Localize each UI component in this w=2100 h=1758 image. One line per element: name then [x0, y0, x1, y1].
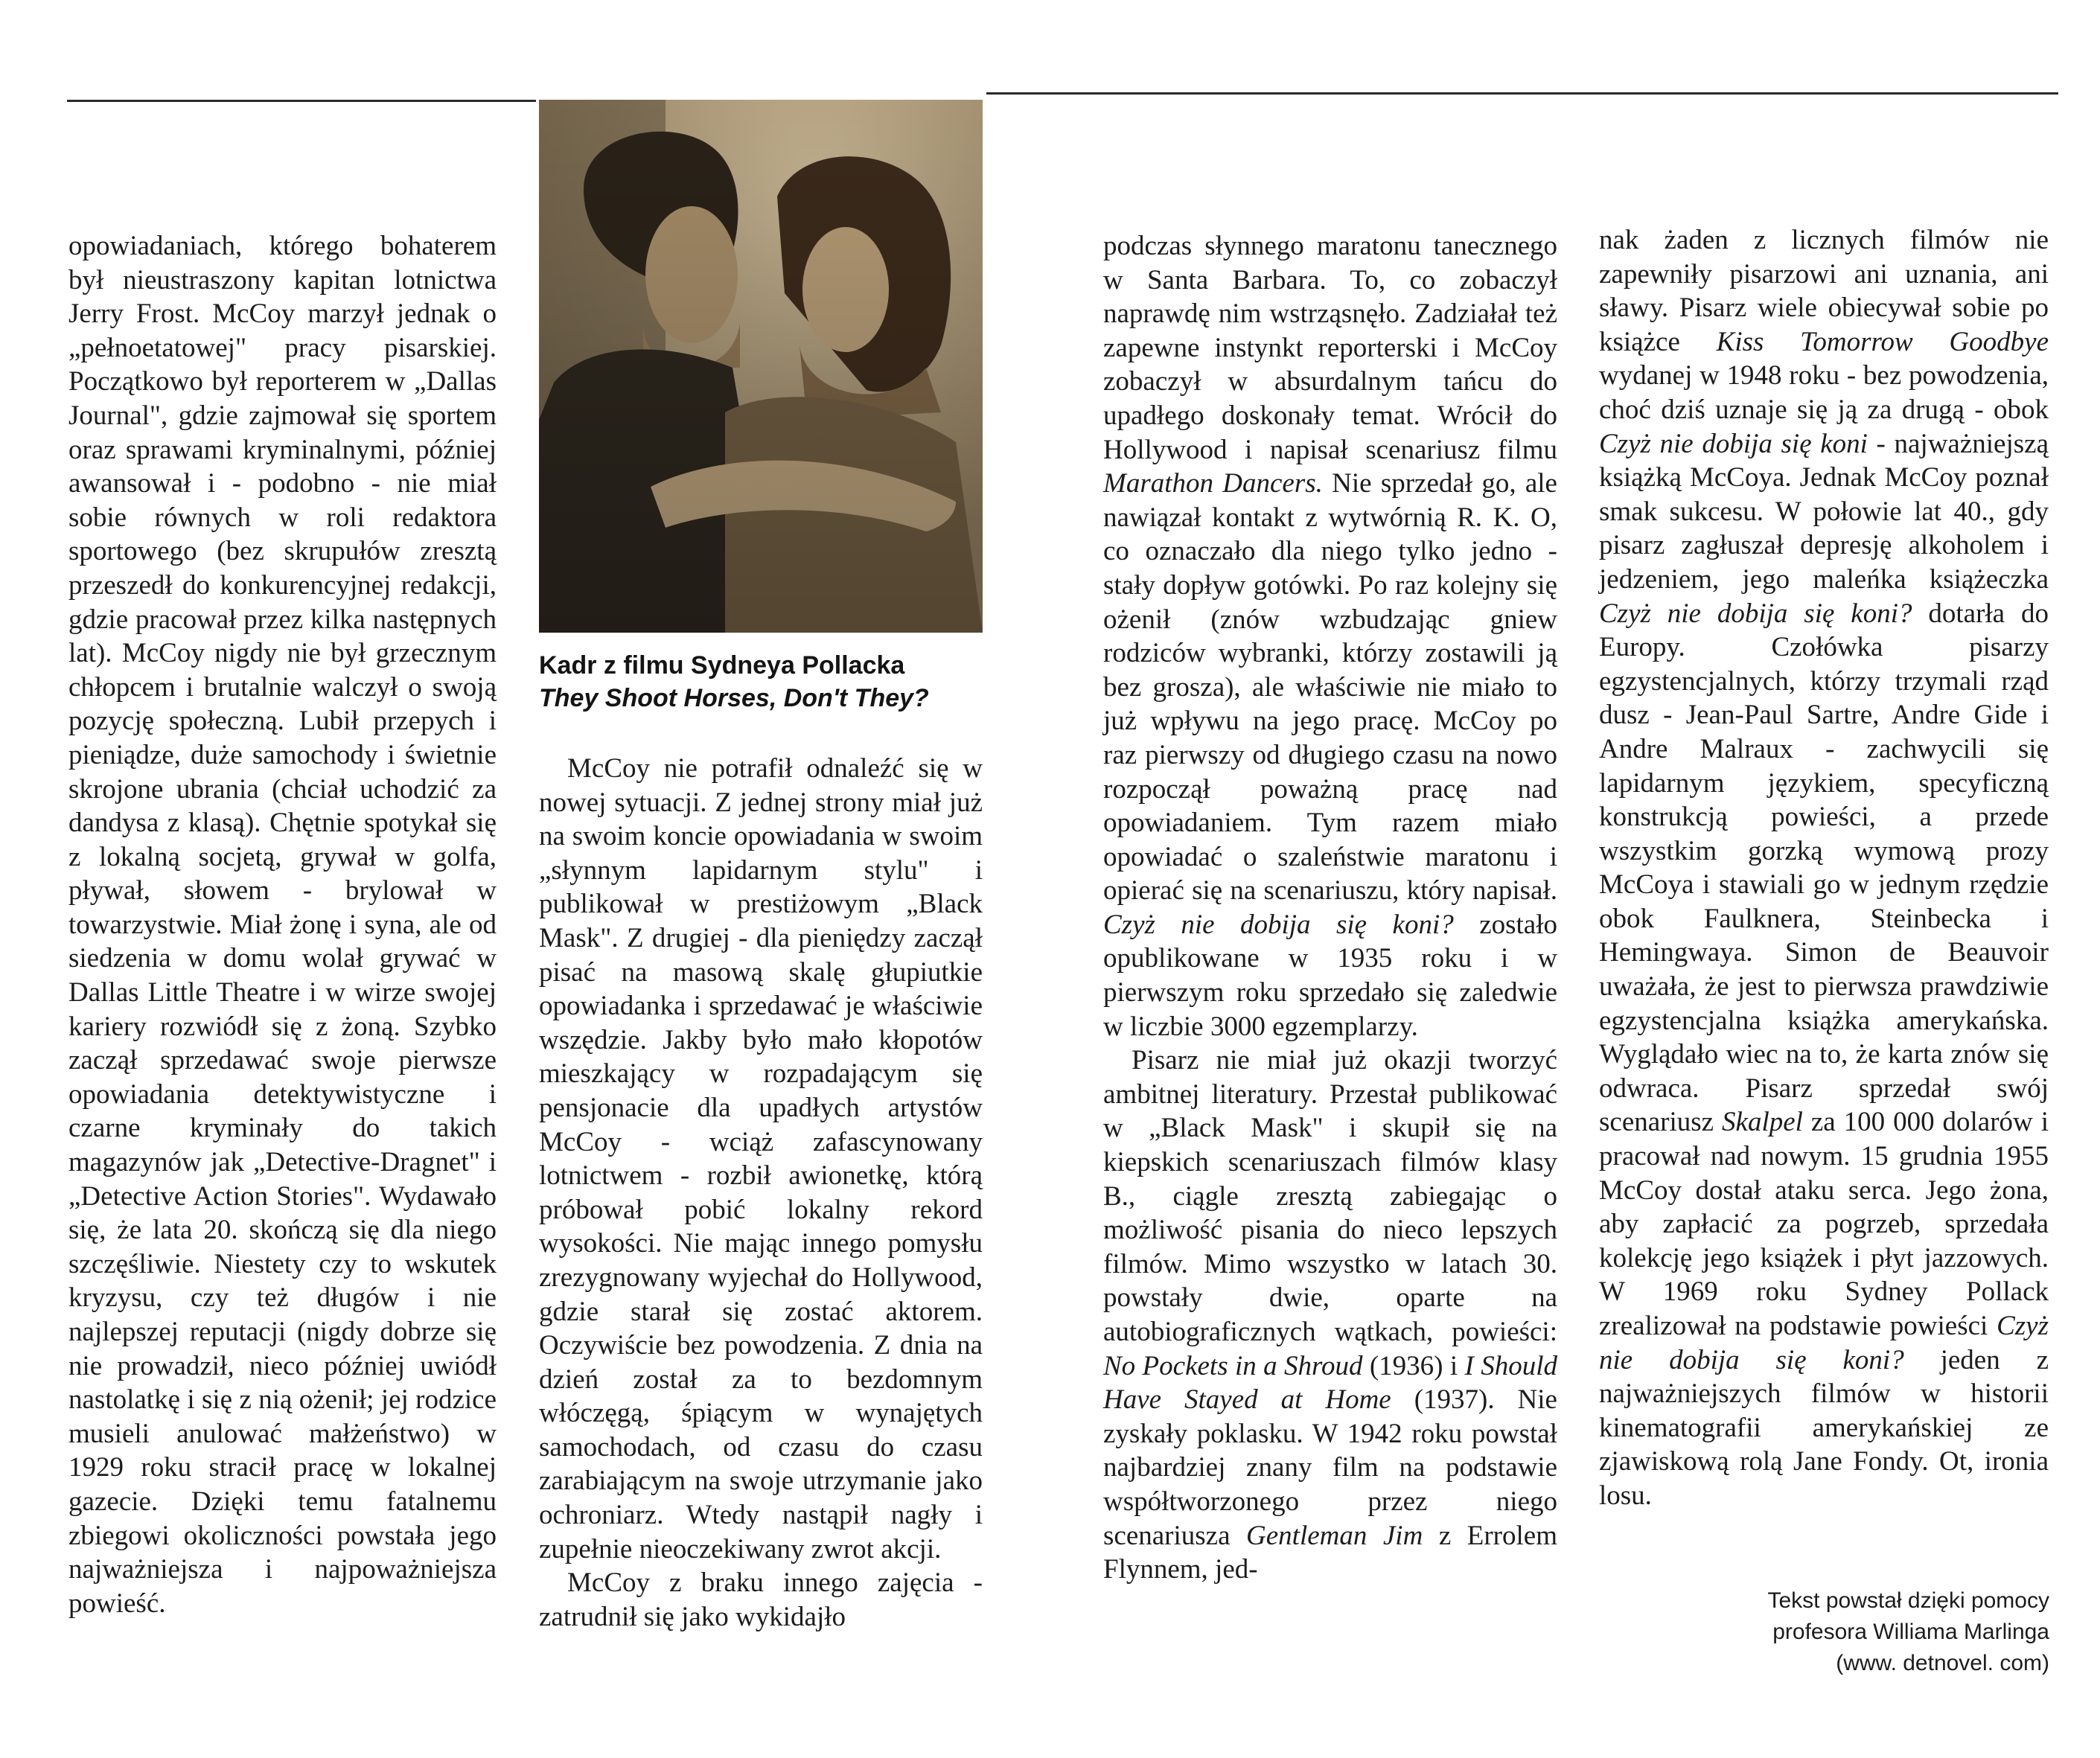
paragraph-text: wydanej w 1948 roku - bez powodzenia, choć dziś uznaje się ją za drugą - obok [1599, 360, 2049, 425]
credit-line-2: profesora Williama Marlinga [1772, 1620, 2049, 1644]
caption-line-2-film-title: They Shoot Horses, Don't They? [539, 684, 929, 712]
paragraph-text: - najważniejszą książką McCoya. Jednak McCoy poznał smak sukcesu. W połowie lat 40., gdy pisarz zagłuszał depresję alkoholem i jedzeniem, jego maleńka książeczka [1599, 428, 2049, 595]
title-italic-text: No Pockets in a Shroud [1103, 1350, 1363, 1381]
paragraph-text: podczas słynnego maratonu tanecznego w Santa Barbara. To, co zobaczył naprawdę nim wstrząsnęło. Zadziałał też zapewne instynkt reporterski i McCoy zobaczył w absurdalnym tańcu do upadłego doskonały temat. Wrócił do Hollywood i napisał scenariusz filmu [1103, 231, 1557, 465]
text-column-3 [1103, 229, 1557, 1587]
paragraph-text: opowiadaniach, którego bohaterem był nieustraszony kapitan lotnictwa Jerry Frost. McCoy marzył jednak o „pełnoetatowej" pracy pisarskiej. Początkowo był reporterem w „Dallas Journal", gdzie zajmował się sportem oraz sprawami kryminalnymi, później awansował i - podobno - nie miał sobie równych w roli redaktora sportowego (bez skrupułów zresztą przeszedł do konkurencyjnej redakcji, gdzie pracował przez kilka następnych lat). McCoy nigdy nie był grzecznym chłopcem i brutalnie walczył o swoją pozycję społeczną. Lubił przepych i pieniądze, duże samochody i świetnie skrojone ubrania (chciał uchodzić za dandysa z klasą). Chętnie spotykał się z lokalną socjetą, grywał w golfa, pływał, słowem - brylował w towarzystwie. Miał żonę i syna, ale od siedzenia w domu wolał grywać w Dallas Little Theatre i w wirze swojej kariery rozwiódł się z żoną. Szybko zaczął sprzedawać swoje pierwsze opowiadania detektywistyczne i czarne kryminały do takich magazynów jak „Detective-Dragnet" i „Detective Action Stories". Wydawało się, że lata 20. skończą się dla niego szczęśliwie. Niestety czy to wskutek kryzysu, czy też długów i nie najlepszej reputacji (nigdy dobrze się nie prowadził, nieco później uwiódł nastolatkę i się z nią ożenił; jej rodzice musieli anulować małżeństwo) w 1929 roku stracił pracę w lokalnej gazecie. Dzięki temu fatalnemu zbiegowi okoliczności powstała jego najważniejsza i najpoważniejsza powieść. [68, 231, 497, 1619]
article-paragraph [539, 752, 983, 1566]
paragraph-text: z Errolem Flynnem, jed- [1103, 1520, 1557, 1585]
article-paragraph [1103, 1043, 1557, 1587]
paragraph-text: McCoy z braku innego zajęcia - zatrudnił się jako wykidajło [539, 1567, 983, 1632]
article-paragraph [539, 1566, 983, 1634]
paragraph-text: zostało opublikowane w 1935 roku i w pierwszym roku sprzedało się zaledwie w liczbie 3000 egzemplarzy. [1103, 909, 1557, 1042]
article-paragraph [1599, 223, 2049, 1513]
title-italic-text: Czyż nie dobija się koni? [1599, 598, 1912, 629]
paragraph-text: McCoy nie potrafił odnaleźć się w nowej sytuacji. Z jednej strony miał już na swoim koncie opowiadania w swoim „słynnym lapidarnym stylu" i publikował w prestiżowym „Black Mask". Z drugiej - dla pieniędzy zaczął pisać na masową skalę głupiutkie opowiadanka i sprzedawać je właściwie wszędzie. Jakby było mało kłopotów mieszkający w rozpadającym się pensjonacie dla upadłych artystów McCoy - wciąż zafascynowany lotnictwem - rozbił awionetkę, którą próbował pobić lokalny rekord wysokości. Nie mając innego pomysłu zrezygnowany wyjechał do Hollywood, gdzie starał się zostać aktorem. Oczywiście bez powodzenia. Z dnia na dzień został za to bezdomnym włóczęgą, śpiącym w wynajętych samochodach, od czasu do czasu zarabiającym na swoje utrzymanie jako ochroniarz. Wtedy nastąpił nagły i zupełnie nieoczekiwany zwrot akcji. [539, 753, 983, 1564]
paragraph-text: jeden z najważniejszych filmów w historii kinematografii amerykańskiej ze zjawiskową rolą Jane Fondy. Ot, ironia losu. [1599, 1344, 2049, 1511]
title-italic-text: I Should Have Stayed at Home [1103, 1350, 1557, 1416]
film-still-photo [539, 100, 983, 633]
caption-line-1: Kadr z filmu Sydneya Pollacka [539, 651, 905, 680]
title-italic-text: Skalpel [1722, 1107, 1803, 1138]
paragraph-text: nak żaden z licznych filmów nie zapewniły pisarzowi ani uznania, ani sławy. Pisarz wiele obiecywał sobie po książce [1599, 225, 2049, 357]
title-italic-text: Czyż nie dobija się koni [1599, 428, 1868, 459]
article-paragraph [68, 229, 497, 1620]
photo-caption [539, 649, 1015, 715]
paragraph-text: Pisarz nie miał już okazji tworzyć ambitnej literatury. Przestał publikować w „Black Mask" i skupił się na kiepskich scenariuszach filmów klasy B., ciągle zresztą zabiegając o możliwość pisania do nieco lepszych filmów. Mimo wszystko w latach 30. powstały dwie, oparte na autobiograficznych wątkach, powieści: [1103, 1045, 1557, 1347]
paragraph-text: za 100 000 dolarów i pracował nad nowym. 15 grudnia 1955 McCoy dostał ataku serca. Jego żona, aby zapłacić za pogrzeb, sprzedała kolekcję jego książek i płyt jazzowych. W 1969 roku Sydney Pollack zrealizował na podstawie powieści [1599, 1107, 2049, 1341]
film-still-image [539, 100, 983, 633]
top-rule-right [986, 92, 2058, 95]
paragraph-text: (1936) i [1362, 1350, 1465, 1381]
title-italic-text: Kiss Tomorrow Goodbye [1716, 326, 2049, 357]
text-column-2 [539, 752, 983, 1634]
title-italic-text: Gentleman Jim [1246, 1520, 1423, 1551]
credit-source-url: (www. detnovel. com) [1836, 1651, 2049, 1675]
article-credit [1633, 1585, 2049, 1679]
article-paragraph [1103, 229, 1557, 1043]
credit-line-1: Tekst powstał dzięki pomocy [1767, 1588, 2049, 1613]
top-rule-left [67, 100, 536, 102]
paragraph-text: Nie sprzedał go, ale nawiązał kontakt z wytwórnią R. K. O, co oznaczało dla niego tylko jedno - stały dopływ gotówki. Po raz kolejny się ożenił (znów wzbudzając gniew rodziców wybranki, którzy zostawili ją bez grosza), ale właściwie nie miało to już wpływu na jego pracę. McCoy po raz pierwszy od długiego czasu na nowo rozpoczął poważną pracę nad opowiadaniem. Tym razem miało opowiadać o szaleństwie maratonu i opierać się na scenariuszu, który napisał. [1103, 468, 1557, 907]
text-column-4 [1599, 223, 2049, 1513]
paragraph-text: dotarła do Europy. Czołówka pisarzy egzystencjalnych, którzy trzymali rząd dusz - Jean-Paul Sartre, Andre Gide i Andre Malraux - zachwycili się lapidarnym językiem, specyficzną konstrukcją powieści, a przede wszystkim gorzką wymową prozy McCoya i stawiali go w jednym rzędzie obok Faulknera, Steinbecka i Hemingwaya. Simon de Beauvoir uważała, że jest to pierwsza prawdziwie egzystencjalna książka amerykańska. Wyglądało wiec na to, że karta znów się odwraca. Pisarz sprzedał swój scenariusz [1599, 598, 2049, 1138]
title-italic-text: Czyż nie dobija się koni? [1103, 909, 1454, 940]
title-italic-text: Marathon Dancers. [1103, 468, 1323, 499]
text-column-1 [68, 229, 497, 1620]
title-italic-text: Czyż nie dobija się koni? [1599, 1311, 2049, 1375]
paragraph-text: (1937). Nie zyskały poklasku. W 1942 roku powstał najbardziej znany film na podstawie współtworzonego przez niego scenariusza [1103, 1384, 1557, 1551]
